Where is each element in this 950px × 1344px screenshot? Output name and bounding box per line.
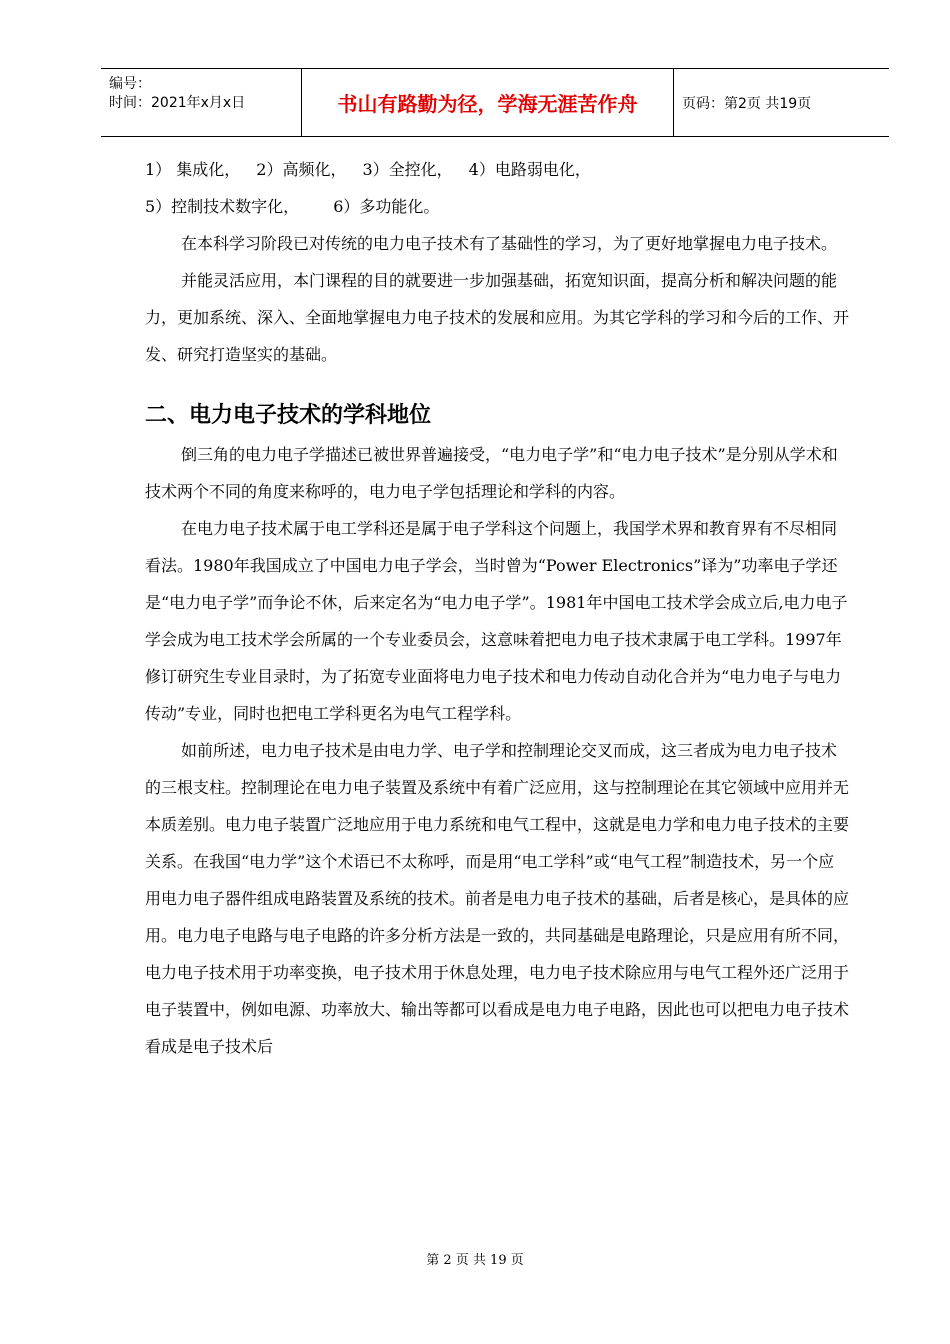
- paragraph: 在本科学习阶段已对传统的电力电子技术有了基础性的学习，为了更好地掌握电力电子技术。: [181, 234, 838, 253]
- header-page-label: 页码：第2页 共19页: [682, 95, 812, 112]
- page-footer: 第 2 页 共 19 页: [426, 1253, 524, 1268]
- header-motto: 书山有路勤为径，学海无涯苦作舟: [301, 69, 674, 136]
- header-meta: [101, 69, 301, 136]
- list-item: 2）高频化，: [256, 160, 347, 179]
- paragraph: 并能灵活应用，本门课程的目的就要进一步加强基础，拓宽知识面，提高分析和解决问题的能力，更加系统、深入、全面地掌握电力电子技术的发展和应用。为其它学科的学习和今后的工作、开发、研究打造坚实的基础。: [145, 271, 850, 364]
- list-item: 4）电路弱电化，: [468, 160, 591, 179]
- time-label: 时间：2021年x月x日: [109, 95, 246, 111]
- feature-list-line-1: [145, 151, 850, 188]
- list-item: 5）控制技术数字化，: [145, 197, 300, 216]
- paragraph: 倒三角的电力电子学描述已被世界普遍接受，“电力电子学”和“电力电子技术”是分别从学术和技术两个不同的角度来称呼的，电力电子学包括理论和学科的内容。: [145, 445, 838, 501]
- page-header: [101, 68, 889, 137]
- section-heading: 二、电力电子技术的学科地位: [145, 403, 432, 428]
- list-item: 1） 集成化，: [145, 160, 241, 179]
- list-item: 6）多功能化。: [333, 197, 440, 216]
- code-label: 编号：: [109, 76, 151, 92]
- paragraph: 如前所述，电力电子技术是由电力学、电子学和控制理论交叉而成，这三者成为电力电子技术的三根支柱。控制理论在电力电子装置及系统中有着广泛应用，这与控制理论在其它领域中应用并无本质差别。电力电子装置广泛地应用于电力系统和电气工程中，这就是电力学和电力电子技术的主要关系。在我国“电力学”这个术语已不太称呼，而是用“电工学科”或“电气工程”制造技术，另一个应用电力电子器件组成电路装置及系统的技术。前者是电力电子技术的基础，后者是核心，是具体的应用。电力电子电路与电子电路的许多分析方法是一致的，共同基础是电路理论，只是应用有所不同，电力电子技术用于功率变换，电子技术用于休息处理，电力电子技术除应用与电气工程外还广泛用于电子装置中，例如电源、功率放大、输出等都可以看成是电力电子电路，因此也可以把电力电子技术看成是电子技术后: [145, 741, 850, 1056]
- document-body: [145, 151, 850, 1065]
- list-item: 3）全控化，: [362, 160, 453, 179]
- paragraph: 在电力电子技术属于电工学科还是属于电子学科这个问题上，我国学术界和教育界有不尽相同看法。1980年我国成立了中国电力电子学会，当时曾为“Power Electronics”译为”功率电子学还是“电力电子学”而争论不休，后来定名为“电力电子学”。1981年中国电工技术学会成立后,电力电子学会成为电工技术学会所属的一个专业委员会，这意味着把电力电子技术隶属于电工学科。1997年修订研究生专业目录时，为了拓宽专业面将电力电子技术和电力传动自动化合并为“电力电子与电力传动”专业，同时也把电工学科更名为电气工程学科。: [145, 519, 848, 723]
- feature-list-line-2: [145, 188, 850, 225]
